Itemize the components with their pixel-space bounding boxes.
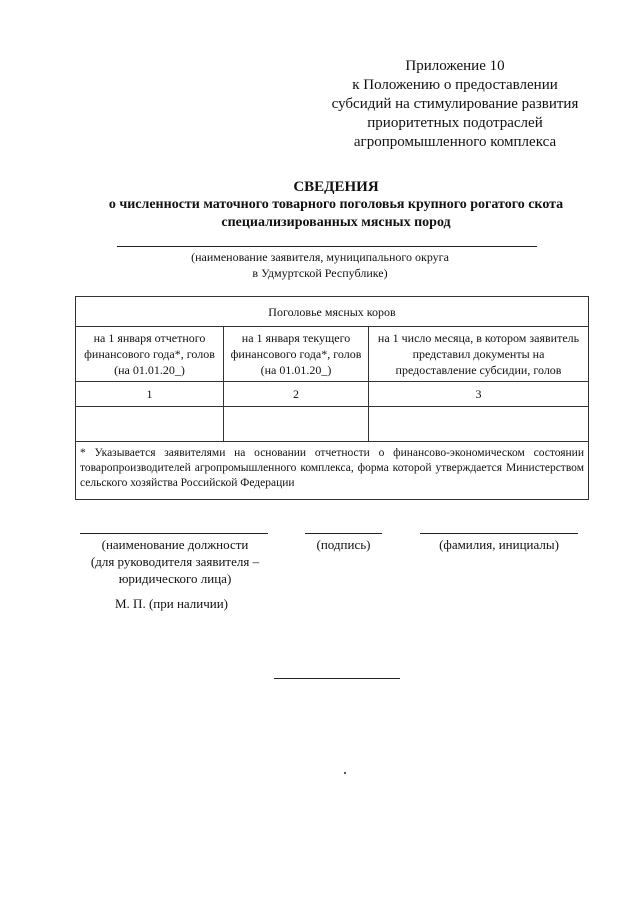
applicant-caption-line: (наименование заявителя, муниципального округа xyxy=(191,250,449,264)
document-title xyxy=(0,178,640,232)
title-line-2: специализированных мясных пород xyxy=(221,215,451,230)
position-label: юридического лица) xyxy=(118,571,232,586)
page-dot xyxy=(344,772,346,774)
value-cell-3[interactable] xyxy=(369,407,589,442)
column-number-2: 2 xyxy=(224,382,369,407)
title-line-1: о численности маточного товарного поголовья крупного рогатого скота xyxy=(108,197,564,212)
value-cell-1[interactable] xyxy=(76,407,224,442)
name-line[interactable] xyxy=(420,533,578,534)
livestock-table xyxy=(75,296,589,500)
column-number-1: 1 xyxy=(76,382,224,407)
column-header-1: на 1 января отчетного финансового года*, голов (на 01.01.20_) xyxy=(76,327,224,382)
name-caption: (фамилия, инициалы) xyxy=(439,537,559,552)
position-caption xyxy=(70,536,280,587)
position-line[interactable] xyxy=(80,533,268,534)
applicant-name-line[interactable] xyxy=(117,246,537,247)
appendix-line: Приложение 10 xyxy=(405,58,505,74)
table-header: Поголовье мясных коров xyxy=(76,297,589,327)
applicant-caption-line: в Удмуртской Республике) xyxy=(252,266,388,280)
column-header-3: на 1 число месяца, в котором заявитель представил документы на предоставление субсидии, голов xyxy=(369,327,589,382)
signature-caption: (подпись) xyxy=(316,537,371,552)
appendix-line: к Положению о предоставлении xyxy=(352,77,558,93)
end-divider xyxy=(274,678,400,679)
appendix-line: агропромышленного комплекса xyxy=(353,134,557,150)
appendix-line: субсидий на стимулирование развития xyxy=(331,96,579,112)
title-main: СВЕДЕНИЯ xyxy=(293,179,379,195)
seal-label: М. П. (при наличии) xyxy=(115,596,229,611)
signature-line[interactable] xyxy=(305,533,382,534)
applicant-caption xyxy=(150,249,490,281)
position-label: (для руководителя заявителя – xyxy=(90,554,260,569)
column-number-3: 3 xyxy=(369,382,589,407)
appendix-line: приоритетных подотраслей xyxy=(367,115,543,131)
appendix-header xyxy=(300,57,610,152)
position-label: (наименование должности xyxy=(101,537,249,552)
value-cell-2[interactable] xyxy=(224,407,369,442)
table-footnote: * Указывается заявителями на основании отчетности о финансово-экономическом состоянии товаропроизводителей агропромышленного комплекса, форма которой утверждается Министерством сельского хозяйства Российской Федерации xyxy=(76,442,589,500)
column-header-2: на 1 января текущего финансового года*, голов (на 01.01.20_) xyxy=(224,327,369,382)
